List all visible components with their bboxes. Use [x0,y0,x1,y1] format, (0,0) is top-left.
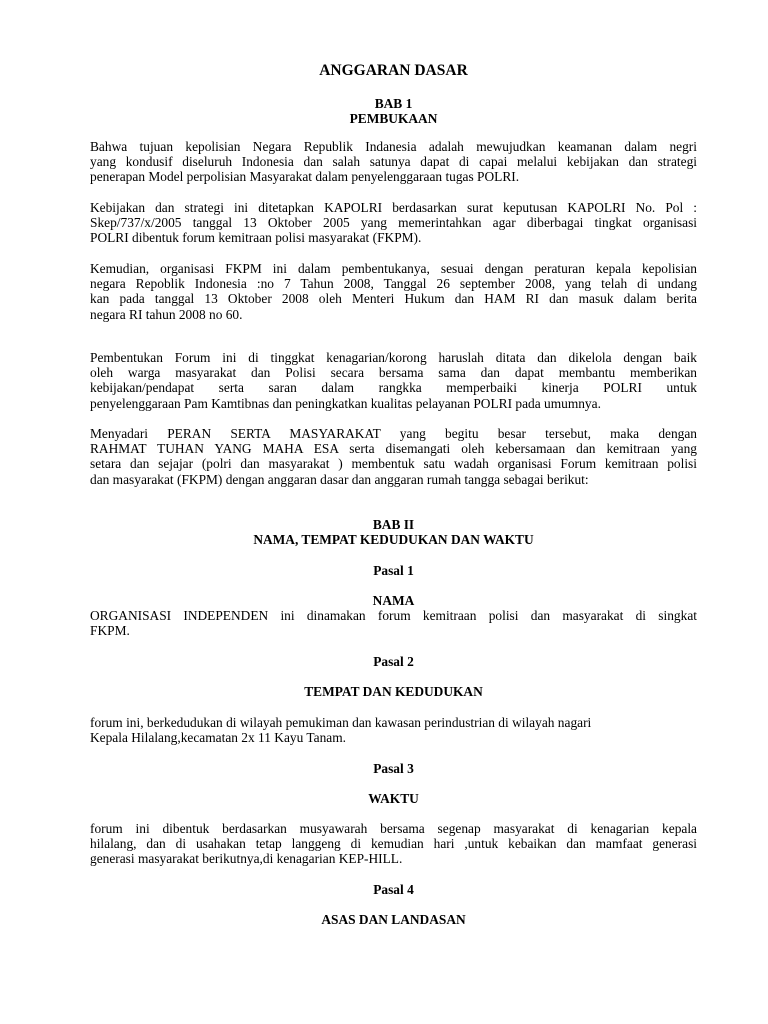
paragraph-line: yang kondusif diseluruh Indonesia dan salah satunya dapat di capai melalui kebijakan dan strategi [90,154,697,170]
paragraph-line: hilalang, dan di usahakan tetap langgeng di kemudian hari ,untuk kebaikan dan mamfaat generasi [90,836,697,852]
paragraph-line: Kebijakan dan strategi ini ditetapkan KAPOLRI berdasarkan surat keputusan KAPOLRI No. Pol : [90,200,697,215]
pasal1-body [90,608,697,638]
bab2-label: BAB II [372,517,415,532]
paragraph-5 [90,426,697,487]
paragraph-line: forum ini dibentuk berdasarkan musyawarah bersama segenap masyarakat di kenagarian kepala [90,821,697,836]
pasal3-label: Pasal 3 [373,761,414,776]
pasal2-body [90,715,697,745]
paragraph-3 [90,261,697,322]
paragraph-line: Bahwa tujuan kepolisian Negara Republik Indanesia adalah mewujudkan keamanan dalam negri [90,139,697,154]
paragraph-line: penerapan Model perpolisian Masyarakat dalam penyelenggaraan tugas POLRI. [90,169,520,185]
paragraph-line: Pembentukan Forum ini di tinggkat kenagarian/korong haruslah ditata dan dikelola dengan baik [90,350,697,365]
bab1-label: BAB 1 [374,96,413,111]
paragraph-4 [90,350,697,411]
paragraph-line: forum ini, berkedudukan di wilayah pemukiman dan kawasan perindustrian di wilayah nagari [90,715,592,730]
paragraph-line: negara RI tahun 2008 no 60. [90,306,243,322]
paragraph-line: POLRI dibentuk forum kemitraan polisi masyarakat (FKPM). [90,230,422,246]
pasal4-label: Pasal 4 [373,882,414,897]
paragraph-1 [90,139,697,185]
paragraph-line: generasi masyarakat berikutnya,di kenagarian KEP-HILL. [90,851,403,867]
paragraph-line: FKPM. [90,623,130,639]
paragraph-line: ORGANISASI INDEPENDEN ini dinamakan forum kemitraan polisi dan masyarakat di singkat [90,608,697,623]
paragraph-line: kan pada tanggal 13 Oktober 2008 oleh Menteri Hukum dan HAM RI dan masuk dalam berita [90,291,697,307]
paragraph-line: Kepala Hilalang,kecamatan 2x 11 Kayu Tanam. [90,730,346,746]
bab1-heading: PEMBUKAAN [349,111,438,126]
paragraph-line: RAHMAT TUHAN YANG MAHA ESA serta disemangati oleh kebersamaan dan kemitraan yang [90,441,697,457]
pasal2-label: Pasal 2 [373,654,414,669]
paragraph-line: Kemudian, organisasi FKPM ini dalam pembentukanya, sesuai dengan peraturan kepala kepolisian [90,261,697,276]
paragraph-line: setara dan sejajar (polri dan masyarakat ) membentuk satu wadah organisasi Forum kemitraan polisi [90,456,697,472]
pasal3-heading: WAKTU [368,791,419,806]
pasal1-heading: NAMA [372,593,415,608]
paragraph-line: penyelenggaraan Pam Kamtibnas dan peningkatkan kualitas pelayanan POLRI pada umumnya. [90,395,601,411]
pasal1-label: Pasal 1 [373,563,414,578]
paragraph-line: oleh warga masyarakat dan Polisi secara bersama sama dan dapat membantu memberikan [90,365,697,381]
paragraph-line: Menyadari PERAN SERTA MASYARAKAT yang begitu besar tersebut, maka dengan [90,426,697,441]
document-title: ANGGARAN DASAR [319,62,468,79]
paragraph-2 [90,200,697,246]
pasal3-body [90,821,697,867]
paragraph-line: negara Repoblik Indonesia :no 7 Tahun 2008, Tanggal 26 september 2008, yang telah di undang [90,276,697,292]
paragraph-line: kebijakan/pendapat serta saran dalam rangkka memperbaiki kinerja POLRI untuk [90,380,697,396]
paragraph-line: Skep/737/x/2005 tanggal 13 Oktober 2005 yang memerintahkan agar diberbagai tingkat organisasi [90,215,697,231]
paragraph-line: dan masyarakat (FKPM) dengan anggaran dasar dan anggaran rumah tangga sebagai berikut: [90,471,589,487]
bab2-heading: NAMA, TEMPAT KEDUDUKAN DAN WAKTU [253,532,534,547]
pasal2-heading: TEMPAT DAN KEDUDUKAN [304,684,483,699]
pasal4-heading: ASAS DAN LANDASAN [321,912,466,927]
